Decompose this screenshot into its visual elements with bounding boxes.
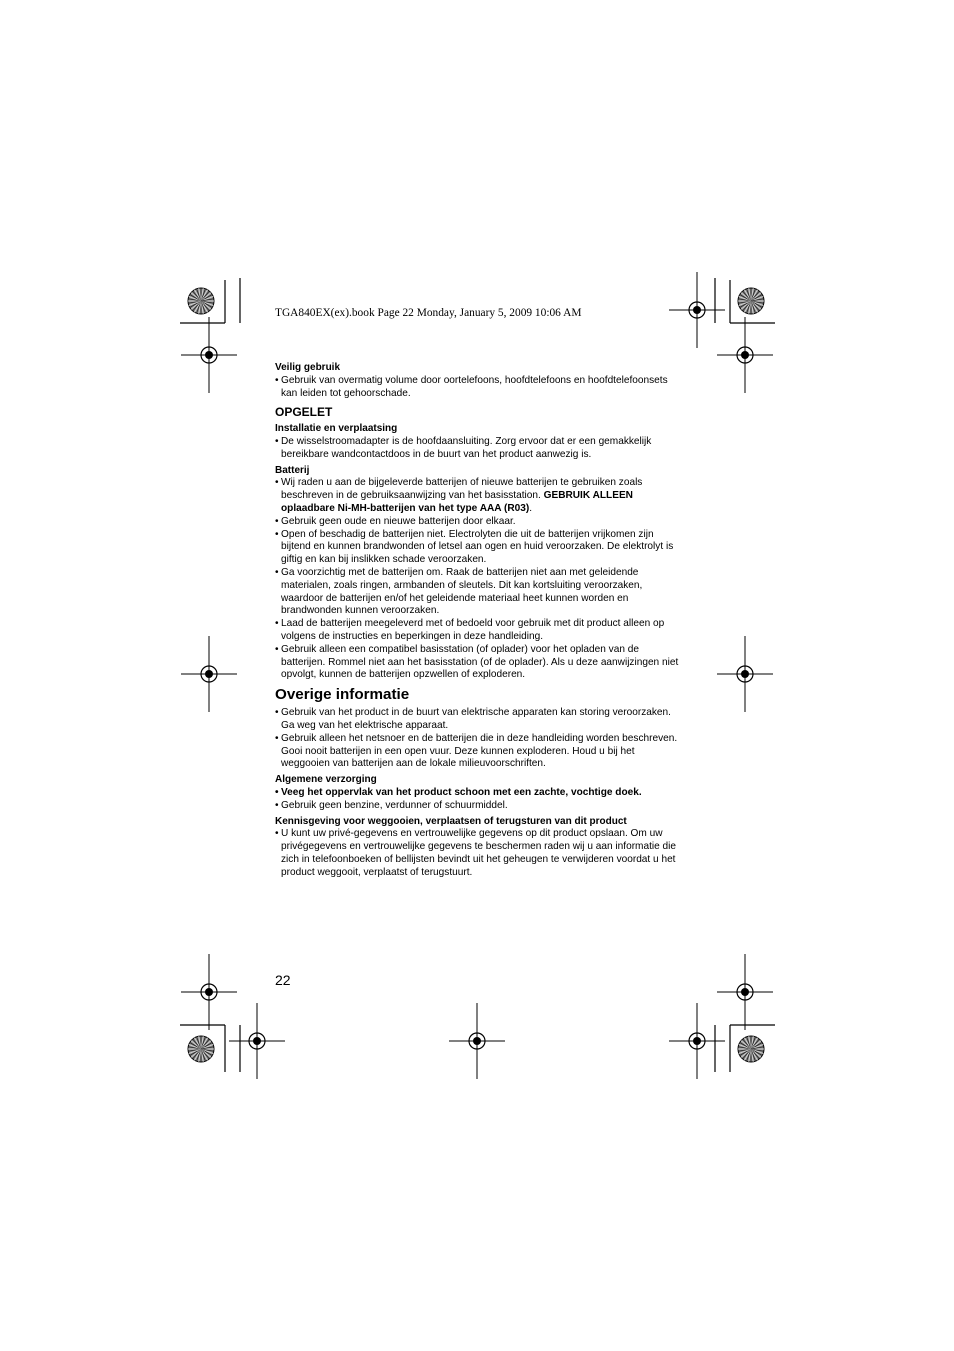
registration-mark xyxy=(717,636,773,712)
list-kennisgeving xyxy=(275,828,680,879)
list-item: • Veeg het oppervlak van het product schoon met een zachte, vochtige doek. xyxy=(275,787,680,800)
registration-mark xyxy=(229,1003,285,1079)
registration-mark xyxy=(181,317,237,393)
registration-mark xyxy=(717,317,773,393)
heading-kennisgeving: Kennisgeving voor weggooien, verplaatsen of terugsturen van dit product xyxy=(275,815,627,827)
heading-algemene-verzorging: Algemene verzorging xyxy=(275,774,377,786)
list-verzorging xyxy=(275,787,680,813)
registration-mark xyxy=(181,636,237,712)
starburst-mark xyxy=(738,288,764,314)
list-veilig-gebruik xyxy=(275,375,680,401)
list-overige xyxy=(275,707,680,771)
registration-mark xyxy=(717,954,773,1030)
registration-mark xyxy=(181,954,237,1030)
heading-veilig-gebruik: Veilig gebruik xyxy=(275,362,341,373)
list-item: • Gebruik geen oude en nieuwe batterijen door elkaar. xyxy=(275,516,680,529)
list-item xyxy=(275,477,680,515)
print-header: TGA840EX(ex).book Page 22 Monday, January 5, 2009 10:06 AM xyxy=(275,307,582,319)
list-item: • Gebruik van overmatig volume door oortelefoons, hoofdtelefoons en hoofdtelefoonsets kan leiden tot gehoorschade. xyxy=(275,375,680,401)
list-item: • Gebruik van het product in de buurt van elektrische apparaten kan storing veroorzaken. Ga weg van het elektrische apparaat. xyxy=(275,707,680,733)
heading-installatie: Installatie en verplaatsing xyxy=(275,423,398,435)
starburst-mark xyxy=(738,1036,764,1062)
list-item: • Open of beschadig de batterijen niet. Electrolyten die uit de batterijen vrijkomen zijn bijtend en kunnen brandwonden of letsel aan ogen en huid veroorzaken. De elektrolyt is giftig en kan bij inslikken schade veroorzaken. xyxy=(275,529,680,567)
main-content xyxy=(275,362,680,882)
registration-mark xyxy=(449,1003,505,1079)
list-item: • Gebruik alleen een compatibel basisstation (of oplader) voor het opladen van de batterijen. Rommel niet aan het basisstation (of de oplader). Als u deze aanwijzingen niet opvolgt, kunnen de batterijen opzwellen of exploderen. xyxy=(275,644,680,682)
item-bold-text: GEBRUIK ALLEEN oplaadbare Ni-MH-batterijen van het type AAA (R03) xyxy=(281,490,633,514)
list-batterij xyxy=(275,477,680,682)
list-item: • Gebruik alleen het netsnoer en de batterijen die in deze handleiding worden beschreven. Gooi nooit batterijen in een open vuur. Deze kunnen exploderen. Houd u bij het weggooien van batterijen aan de lokale milieuvoorschriften. xyxy=(275,733,680,771)
item-end: . xyxy=(529,502,533,514)
starburst-mark xyxy=(188,1036,214,1062)
heading-batterij: Batterij xyxy=(275,464,310,476)
starburst-mark xyxy=(188,288,214,314)
item-text: Wij raden u aan de bijgeleverde batterijen of nieuwe batterijen te gebruiken zoals beschreven in de gebruiksaanwijzing van het basisstation. xyxy=(281,477,643,502)
registration-mark xyxy=(669,1003,725,1079)
heading-overige-informatie: Overige informatie xyxy=(275,686,410,704)
heading-opgelet: OPGELET xyxy=(275,405,333,420)
list-item: • Ga voorzichtig met de batterijen om. Raak de batterijen niet aan met geleidende materialen, zoals ringen, armbanden of sleutels. Dit kan kortsluiting veroorzaken, waardoor de batterijen en/of het geleidende materiaal heet kunnen worden en brandwonden kunnen veroorzaken. xyxy=(275,567,680,618)
list-item: • Laad de batterijen meegeleverd met of bedoeld voor gebruik met dit product alleen op volgens de instructies en beperkingen in deze handleiding. xyxy=(275,618,680,644)
page-number: 22 xyxy=(275,972,291,988)
list-installatie xyxy=(275,436,680,462)
list-item: • Gebruik geen benzine, verdunner of schuurmiddel. xyxy=(275,800,680,813)
list-item: • De wisselstroomadapter is de hoofdaansluiting. Zorg ervoor dat er een gemakkelijk bereikbare wandcontactdoos in de buurt van het product aanwezig is. xyxy=(275,436,680,462)
list-item: • U kunt uw privé-gegevens en vertrouwelijke gegevens op dit product opslaan. Om uw privégegevens en vertrouwelijke gegevens te beschermen raden wij u aan informatie die zich in telefoonboeken of bellijsten bevindt uit het geheugen te verwijderen voordat u het product weggooit, verplaatst of terugstuurt. xyxy=(275,828,680,879)
